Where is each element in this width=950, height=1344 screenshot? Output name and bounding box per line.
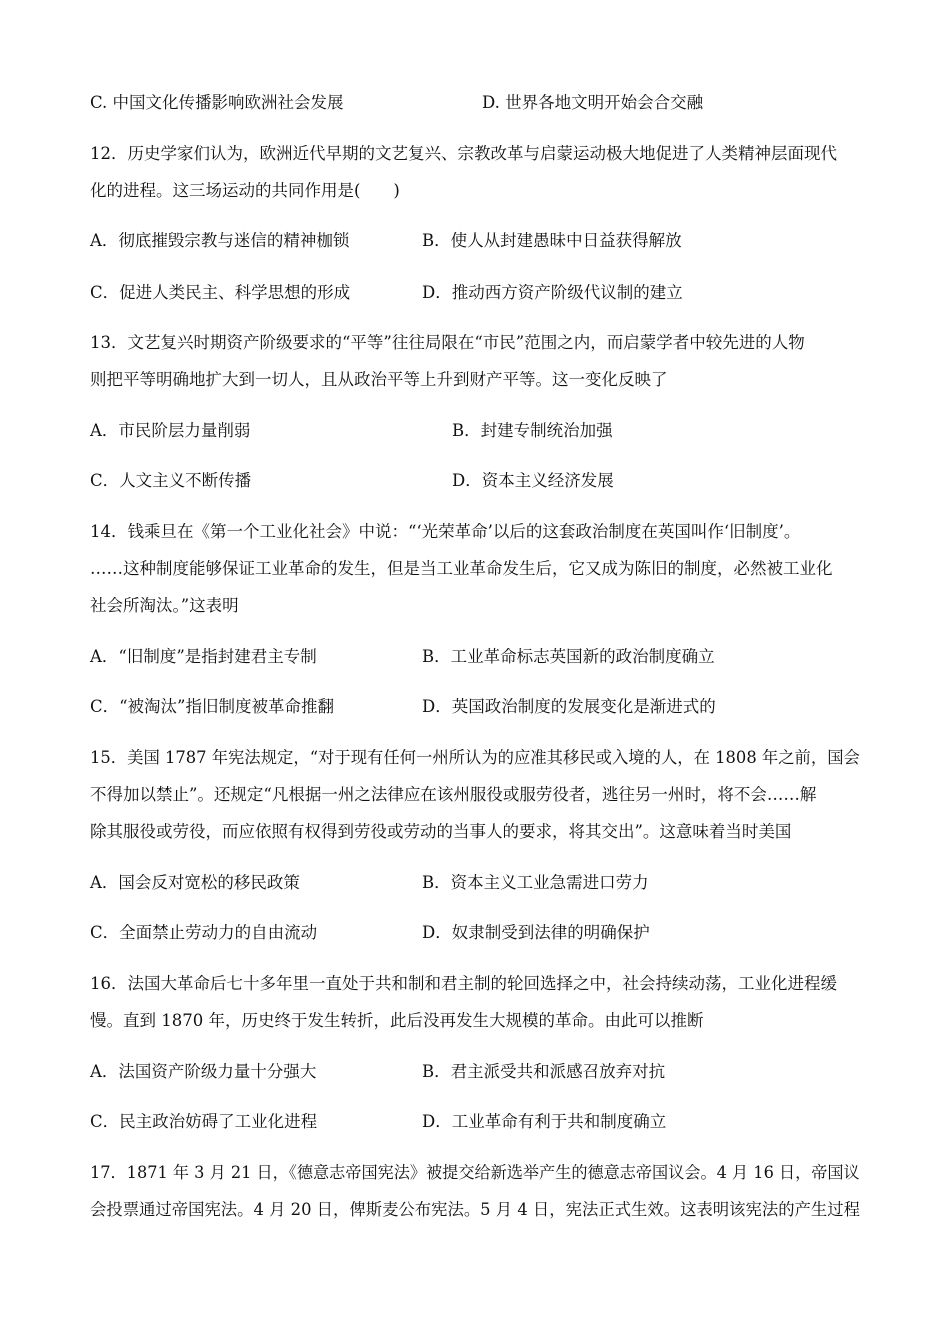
question-stem-line: ……这种制度能够保证工业革命的发生，但是当工业革命发生后，它又成为陈旧的制度，必然被工业化 bbox=[90, 559, 833, 578]
option-c: C. 中国文化传播影响欧洲社会发展 bbox=[90, 93, 344, 112]
option-d: D．推动西方资产阶级代议制的建立 bbox=[422, 283, 683, 302]
option-d: D．英国政治制度的发展变化是渐进式的 bbox=[422, 697, 716, 716]
question-stem-line: 15．美国 1787 年宪法规定，“对于现有任何一州所认为的应准其移民或入境的人，在 1808 年之前，国会 bbox=[90, 748, 860, 767]
question-stem-line: 则把平等明确地扩大到一切人，且从政治平等上升到财产平等。这一变化反映了 bbox=[90, 370, 668, 389]
question-stem-line: 社会所淘汰。”这表明 bbox=[90, 596, 239, 615]
question-stem-line: 化的进程。这三场运动的共同作用是( ) bbox=[90, 181, 400, 200]
option-c: C．人文主义不断传播 bbox=[90, 471, 252, 490]
option-a: A．“旧制度”是指封建君主专制 bbox=[90, 647, 317, 666]
option-c: C．促进人类民主、科学思想的形成 bbox=[90, 283, 351, 302]
option-a: A．国会反对宽松的移民政策 bbox=[90, 873, 300, 892]
option-b: B．资本主义工业急需进口劳力 bbox=[422, 873, 649, 892]
option-b: B．使人从封建愚昧中日益获得解放 bbox=[422, 231, 682, 250]
option-c: C．民主政治妨碍了工业化进程 bbox=[90, 1112, 318, 1131]
option-d: D．奴隶制受到法律的明确保护 bbox=[422, 923, 650, 942]
question-stem-line: 17．1871 年 3 月 21 日，《德意志帝国宪法》被提交给新选举产生的德意志帝国议会。4 月 16 日，帝国议 bbox=[90, 1163, 860, 1182]
option-c: C．全面禁止劳动力的自由流动 bbox=[90, 923, 318, 942]
question-stem-line: 会投票通过帝国宪法。4 月 20 日，俾斯麦公布宪法。5 月 4 日，宪法正式生效。这表明该宪法的产生过程 bbox=[90, 1200, 860, 1219]
question-stem-line: 不得加以禁止”。还规定“凡根据一州之法律应在该州服役或服劳役者，逃往另一州时，将不会……解 bbox=[90, 785, 817, 804]
option-a: A．法国资产阶级力量十分强大 bbox=[90, 1062, 317, 1081]
option-d: D．工业革命有利于共和制度确立 bbox=[422, 1112, 667, 1131]
question-stem-line: 13．文艺复兴时期资产阶级要求的“平等”往往局限在“市民”范围之内，而启蒙学者中较先进的人物 bbox=[90, 333, 805, 352]
option-b: B．君主派受共和派感召放弃对抗 bbox=[422, 1062, 666, 1081]
question-stem-line: 14．钱乘旦在《第一个工业化社会》中说：“‘光荣革命’以后的这套政治制度在英国叫作‘旧制度’。 bbox=[90, 522, 801, 541]
option-a: A．市民阶层力量削弱 bbox=[90, 421, 251, 440]
option-d: D．资本主义经济发展 bbox=[452, 471, 614, 490]
option-d: D. 世界各地文明开始会合交融 bbox=[482, 93, 704, 112]
option-b: B．封建专制统治加强 bbox=[452, 421, 613, 440]
question-stem-line: 除其服役或劳役，而应依照有权得到劳役或劳动的当事人的要求，将其交出”。这意味着当时美国 bbox=[90, 822, 792, 841]
option-c: C．“被淘汰”指旧制度被革命推翻 bbox=[90, 697, 334, 716]
option-b: B．工业革命标志英国新的政治制度确立 bbox=[422, 647, 715, 666]
question-stem-line: 16．法国大革命后七十多年里一直处于共和制和君主制的轮回选择之中，社会持续动荡，工业化进程缓 bbox=[90, 974, 837, 993]
option-a: A．彻底摧毁宗教与迷信的精神枷锁 bbox=[90, 231, 350, 250]
question-stem-line: 慢。直到 1870 年，历史终于发生转折，此后没再发生大规模的革命。由此可以推断 bbox=[90, 1011, 704, 1030]
question-stem-line: 12．历史学家们认为，欧洲近代早期的文艺复兴、宗教改革与启蒙运动极大地促进了人类精神层面现代 bbox=[90, 144, 837, 163]
